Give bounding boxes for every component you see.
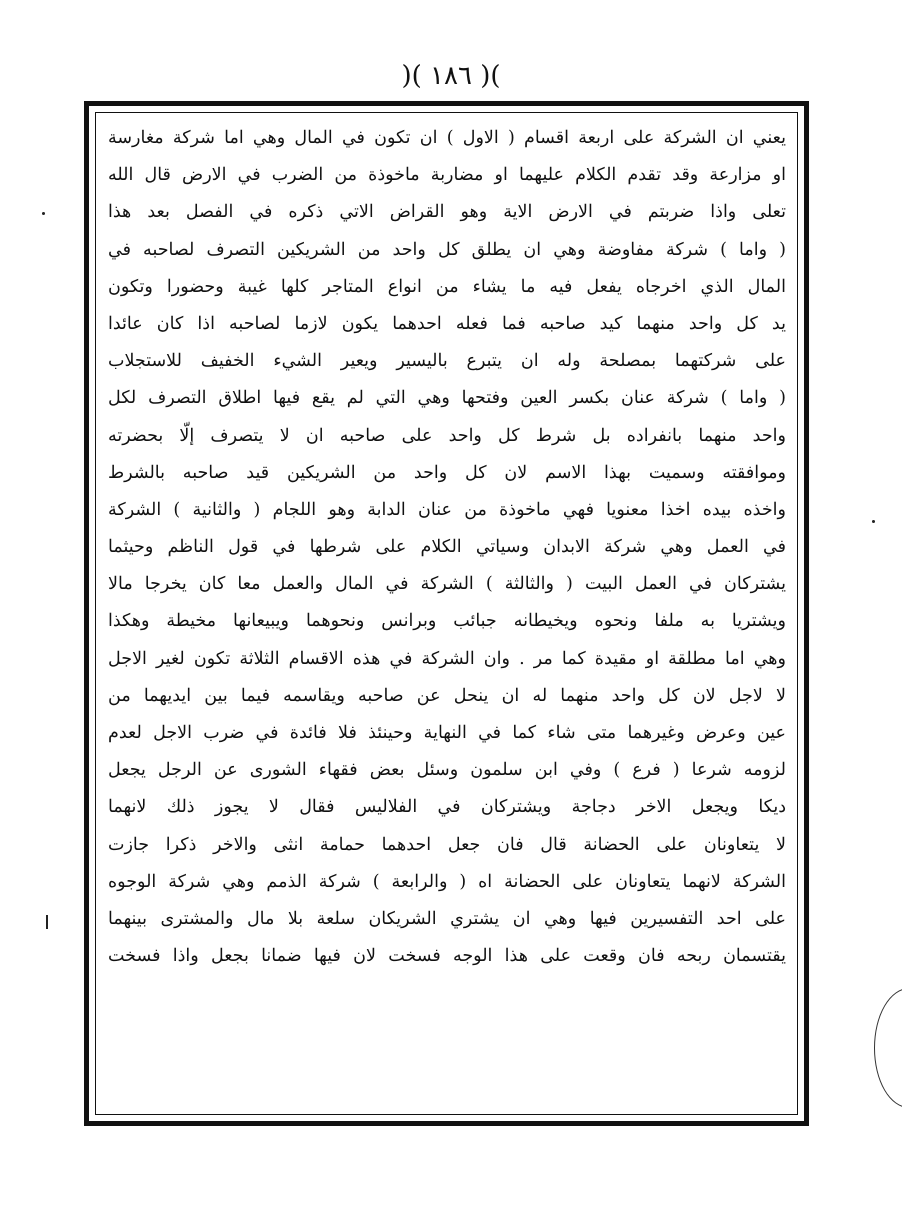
page-number: )( ١٨٦ )( — [401, 61, 501, 91]
text-line-12: في العمل وهي شركة الابدان وسياتي الكلام على شرطها في قول الناظم وحيثما — [108, 537, 786, 558]
margin-dot-mark-right — [872, 520, 875, 523]
page-edge-arc — [874, 988, 902, 1108]
text-line-3: تعلى واذا ضربتم في الارض الاية وهو القراض الاتي ذكره في الفصل بعد هذا — [108, 202, 786, 223]
text-line-21: الشركة لانهما يتعاونان على الحضانة اه ( والرابعة ) شركة الذمم وهي شركة الوجوه — [108, 871, 786, 892]
text-line-5: المال الذي اخرجاه يفعل فيه ما يشاء من انواع المتاجر كلها غيبة وحضورا وتكون — [108, 276, 786, 297]
text-line-7: على شركتهما بمصلحة وله ان يتبرع باليسير ويعير الشيء الخفيف للاستجلاب — [108, 351, 786, 372]
text-line-8: ( واما ) شركة عنان بكسر العين وفتحها وهي التي لم يقع فيها اطلاق التصرف لكل — [108, 388, 786, 409]
margin-dot-mark — [42, 212, 45, 215]
text-line-20: لا يتعاونان على الحضانة قال فان جعل احدهما حمامة انثى والاخر ذكرا جازت — [108, 834, 786, 855]
text-line-15: وهي اما مطلقة او مقيدة كما مر . وان الشركة في هذه الاقسام الثلاثة تكون لغير الاجل — [108, 648, 786, 669]
text-line-19: ديكا ويجعل الاخر دجاجة ويشتركان في الفلاليس فقال لا يجوز ذلك لانهما — [108, 797, 786, 818]
body-text — [108, 120, 786, 1110]
text-line-22: على احد التفسيرين فيها وهي ان يشتري الشريكان سلعة بلا مال والمشترى بينهما — [108, 908, 786, 929]
text-line-18: لزومه شرعا ( فرع ) وفي ابن سلمون وسئل بعض فقهاء الشورى عن الرجل يجعل — [108, 760, 786, 781]
text-line-16: لا لاجل لان كل واحد منهما له ان ينحل عن صاحبه ويقاسمه فيما بين ايديهما من — [108, 685, 786, 706]
text-line-11: واخذه بيده اخذا معنويا فهي ماخوذة من عنان الدابة وهو اللجام ( والثانية ) الشركة — [108, 499, 786, 520]
text-line-23: يقتسمان ربحه فان وقعت على هذا الوجه فسخت لان فيها ضمانا بجعل واذا فسخت — [108, 946, 786, 967]
text-line-13: يشتركان في العمل البيت ( والثالثة ) الشركة في المال والعمل معا كان يخرجا مالا — [108, 574, 786, 595]
margin-tick-mark — [46, 915, 48, 929]
text-line-2: او مزارعة وقد تقدم الكلام عليهما او مضاربة ماخوذة من الضرب في الارض قال الله — [108, 165, 786, 186]
text-line-9: واحد منهما بانفراده بل شرط كل واحد على صاحبه ان لا يتصرف إلّا بحضرته — [108, 425, 786, 446]
text-line-1: يعني ان الشركة على اربعة اقسام ( الاول ) ان تكون في المال وهي اما شركة مغارسة — [108, 128, 786, 148]
text-line-14: ويشتريا به ملفا ونحوه ويخيطانه جبائب وبرانس ونحوهما ويبيعانها مخيطة وهكذا — [108, 611, 786, 632]
text-line-17: عين وعرض وغيرهما متى شاء كما في النهاية وحينئذ فلا فائدة في ضرب الاجل لعدم — [108, 723, 786, 743]
text-line-6: يد كل واحد منهما كيد صاحبه فما فعله احدهما يكون لازما لصاحبه اذا كان عائدا — [108, 313, 786, 334]
text-line-10: وموافقته وسميت بهذا الاسم لان كل واحد من الشريكين قيد صاحبه بالشرط — [108, 462, 786, 483]
text-line-4: ( واما ) شركة مفاوضة وهي ان يطلق كل واحد من الشريكين التصرف لصاحبه في — [108, 239, 786, 260]
